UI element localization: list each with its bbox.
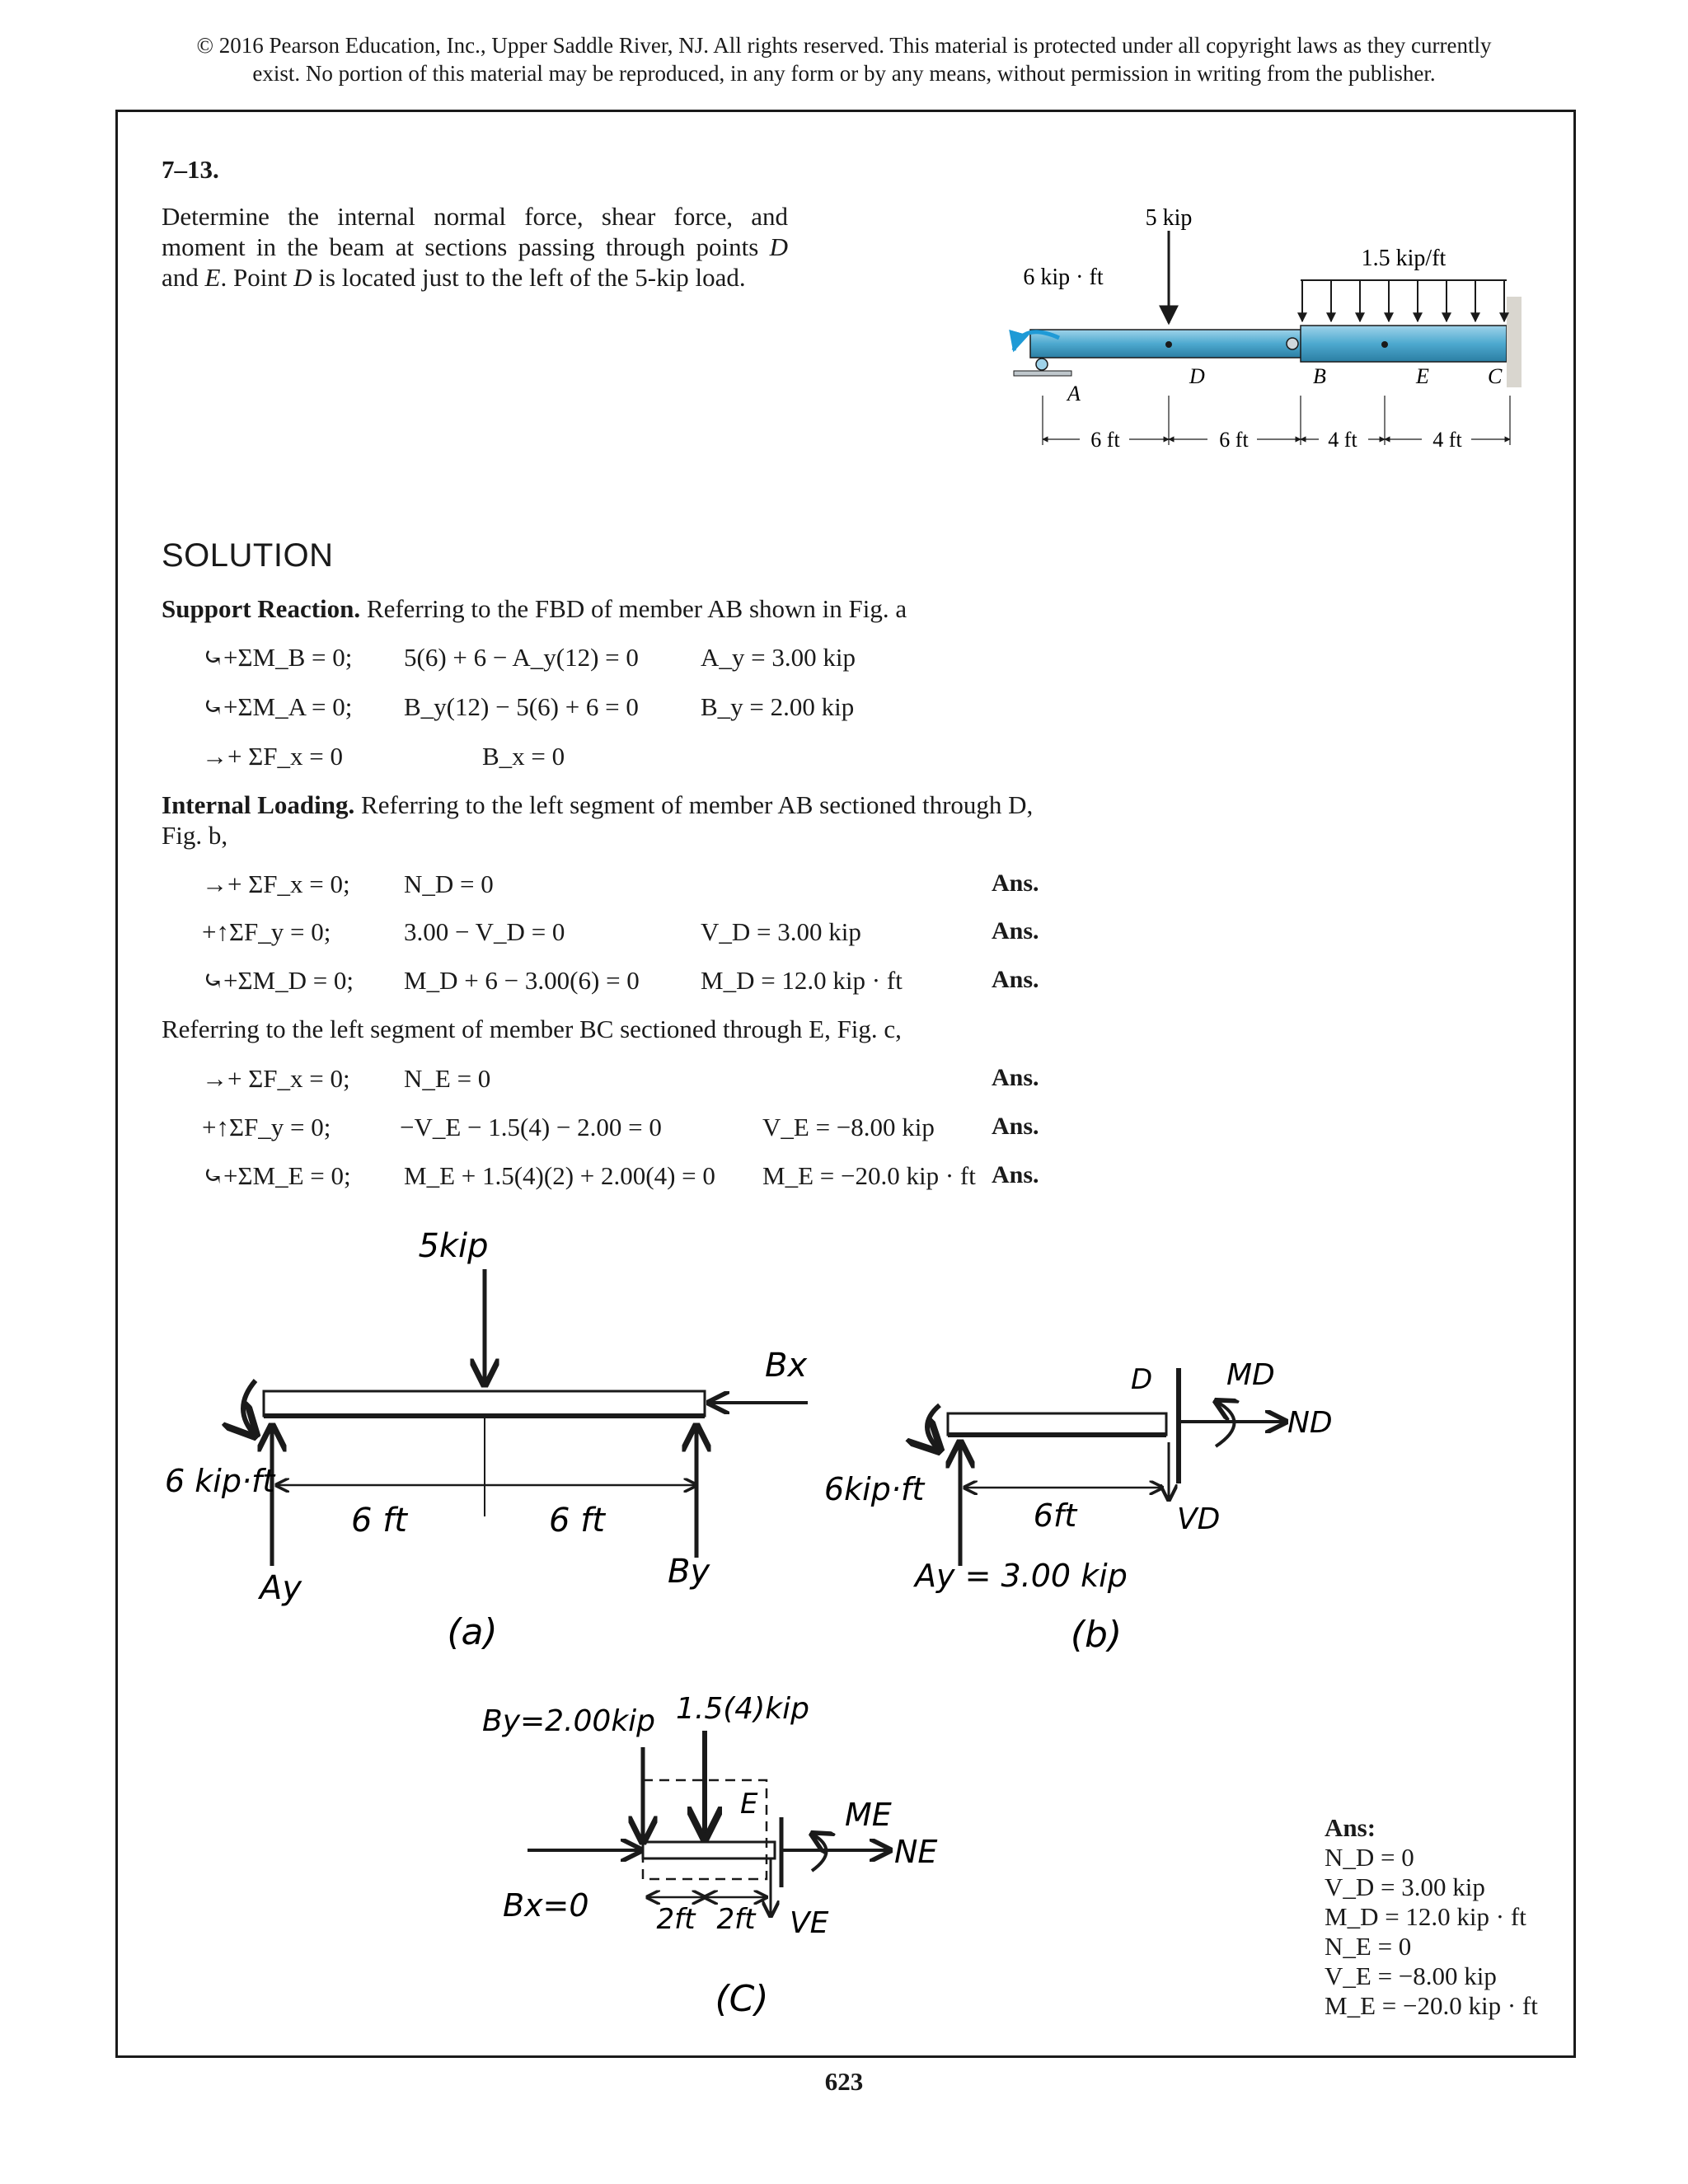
answer-md: M_D = 12.0 kip · ft: [1325, 1902, 1526, 1931]
svg-text:Bx: Bx: [765, 1347, 808, 1385]
eq-fx-lhs: →+ ΣF_x = 0: [202, 742, 343, 771]
svg-text:D: D: [1131, 1363, 1153, 1396]
roller-a: [1036, 359, 1048, 370]
answer-ne: N_E = 0: [1325, 1932, 1412, 1961]
svg-text:NE: NE: [894, 1834, 938, 1870]
dim-ec: 4 ft: [1432, 428, 1462, 452]
eq-ma-lhs: ⤿+ΣM_A = 0;: [202, 692, 353, 721]
svg-text:1.5(4)kip: 1.5(4)kip: [676, 1692, 809, 1726]
svg-text:2ft: 2ft: [716, 1903, 756, 1936]
beam-figure: [989, 198, 1550, 470]
svg-text:Ay = 3.00 kip: Ay = 3.00 kip: [915, 1558, 1128, 1594]
svg-text:6kip·ft: 6kip·ft: [824, 1471, 925, 1507]
svg-text:Ay: Ay: [260, 1569, 302, 1607]
sketch-a-caption: (a): [447, 1611, 498, 1653]
ans-ve: Ans.: [992, 1113, 1039, 1140]
label-a: A: [1067, 382, 1081, 405]
label-c: C: [1488, 364, 1503, 388]
answer-nd: N_D = 0: [1325, 1843, 1414, 1872]
internal-loading-paragraph: Internal Loading. Referring to the left segment of member AB sectioned through D, Fig. b,: [162, 790, 1034, 850]
svg-text:VD: VD: [1177, 1502, 1221, 1536]
label-d: D: [1189, 364, 1205, 388]
svg-text:MD: MD: [1226, 1358, 1275, 1392]
point-e-dot: [1381, 341, 1388, 348]
copyright-line-2: exist. No portion of this material may be reproduced, in any form or by any means, without permission in writing from the publisher.: [252, 61, 1436, 86]
ans-vd: Ans.: [992, 917, 1039, 944]
sketch-a-beam: [264, 1391, 705, 1416]
eq-mb-lhs: ⤿+ΣM_B = 0;: [202, 643, 353, 672]
point-load-label: 5 kip: [1145, 205, 1193, 231]
eq-fx-mid: B_x = 0: [482, 742, 565, 771]
svg-text:By: By: [668, 1553, 710, 1591]
answer-vd: V_D = 3.00 kip: [1325, 1872, 1485, 1901]
svg-text:E: E: [740, 1788, 758, 1821]
distributed-load-label: 1.5 kip/ft: [1361, 246, 1447, 271]
svg-text:6 ft: 6 ft: [351, 1502, 407, 1540]
bc-paragraph: Referring to the left segment of member BC sectioned through E, Fig. c,: [162, 1015, 902, 1043]
answer-title: Ans:: [1325, 1813, 1376, 1842]
problem-number: 7–13.: [162, 155, 219, 184]
svg-text:2ft: 2ft: [656, 1903, 696, 1936]
label-e: E: [1416, 364, 1429, 388]
label-b: B: [1313, 364, 1326, 388]
solution-heading: SOLUTION: [162, 537, 334, 574]
dim-be: 4 ft: [1328, 428, 1357, 452]
ans-me: Ans.: [992, 1161, 1039, 1188]
ans-nd: Ans.: [992, 869, 1039, 897]
eq-ma-res: B_y = 2.00 kip: [701, 692, 855, 721]
svg-text:Bx=0: Bx=0: [503, 1887, 589, 1924]
svg-text:By=2.00kip: By=2.00kip: [482, 1704, 656, 1738]
svg-text:6 ft: 6 ft: [549, 1502, 605, 1540]
sketch-a-load-label: 5kip: [418, 1227, 489, 1265]
svg-text:6ft: 6ft: [1033, 1497, 1077, 1534]
svg-text:VE: VE: [790, 1906, 829, 1940]
page-number: 623: [824, 2067, 864, 2096]
dim-db: 6 ft: [1219, 428, 1249, 452]
fixed-wall: [1507, 297, 1522, 387]
eq-mb-res: A_y = 3.00 kip: [701, 643, 856, 672]
copyright-notice: [0, 31, 1688, 87]
answer-summary: [1325, 1813, 1538, 2021]
svg-text:ME: ME: [845, 1797, 892, 1833]
problem-statement: Determine the internal normal force, shear force, and moment in the beam at sections passing through points D and E. Point D is located just to the left of the 5-kip load.: [162, 202, 789, 292]
answer-ve: V_E = −8.00 kip: [1325, 1961, 1497, 1990]
sketch-b-beam: [948, 1413, 1166, 1435]
eq-ma-mid: B_y(12) − 5(6) + 6 = 0: [404, 692, 639, 721]
point-d-dot: [1165, 341, 1172, 348]
sketch-a-fbd: [148, 1220, 824, 1665]
dim-ad: 6 ft: [1090, 428, 1120, 452]
pin-b: [1287, 338, 1298, 349]
beam-bc: [1301, 326, 1507, 362]
moment-label: 6 kip · ft: [1023, 265, 1104, 290]
ans-ne: Ans.: [992, 1064, 1039, 1091]
eq-mb-mid: 5(6) + 6 − A_y(12) = 0: [404, 643, 639, 672]
sketch-c-fbd: [478, 1681, 1006, 2044]
answer-me: M_E = −20.0 kip · ft: [1325, 1991, 1538, 2020]
copyright-line-1: © 2016 Pearson Education, Inc., Upper Saddle River, NJ. All rights reserved. This material is protected under all copyright laws as they currently: [196, 33, 1492, 58]
sketch-b-caption: (b): [1070, 1614, 1123, 1656]
sketch-c-caption: (C): [715, 1978, 769, 2020]
ans-md: Ans.: [992, 966, 1039, 993]
svg-text:ND: ND: [1287, 1406, 1333, 1440]
distributed-load-arrows: [1302, 280, 1504, 321]
sketch-b-fbd: [824, 1335, 1385, 1665]
sketch-a-moment-label: 6 kip·ft: [165, 1463, 275, 1499]
support-reaction-paragraph: Support Reaction. Referring to the FBD of member AB shown in Fig. a: [162, 594, 907, 623]
